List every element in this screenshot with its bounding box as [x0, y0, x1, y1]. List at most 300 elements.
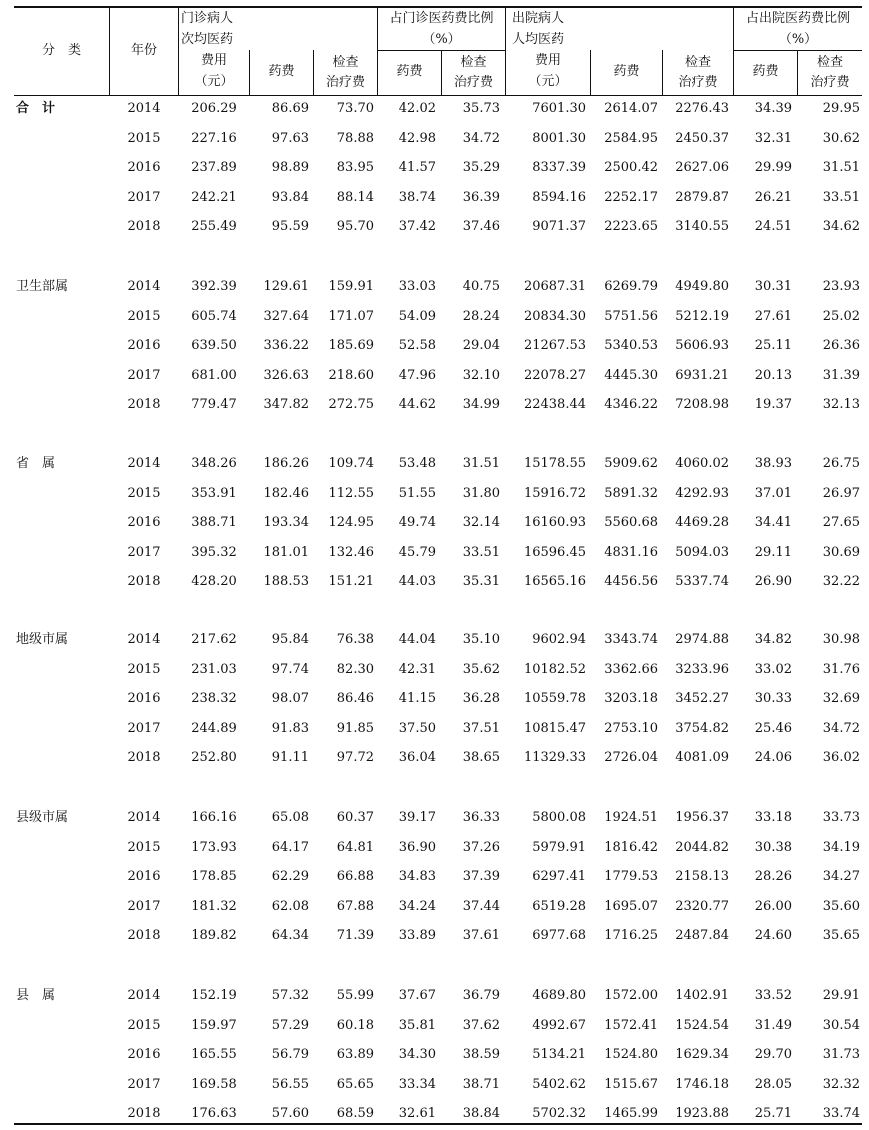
inpatient-exam-header-line1: 检查 [684, 55, 711, 70]
cell-inpatient-drug: 3362.66 [604, 661, 658, 677]
cell-inpatient-cost: 7601.30 [532, 101, 586, 116]
cell-inpatient-exam-ratio: 35.60 [822, 898, 860, 914]
cell-inpatient-exam-ratio: 29.95 [822, 101, 860, 116]
cell-outpatient-exam: 171.07 [328, 308, 374, 324]
cell-inpatient-drug: 2500.42 [604, 160, 658, 175]
cell-outpatient-drug: 91.83 [271, 720, 309, 736]
cell-outpatient-exam-ratio: 37.46 [462, 219, 500, 234]
cell-inpatient-drug: 1924.51 [604, 810, 658, 825]
cell-inpatient-exam: 1524.54 [675, 1017, 729, 1033]
group-label: 地级市属 [16, 632, 69, 647]
cell-outpatient-exam: 60.37 [336, 810, 374, 825]
cell-outpatient-exam: 63.89 [336, 1047, 374, 1062]
outpatient-cost-header-line2: 次均医药 [181, 32, 234, 47]
cell-outpatient-drug-ratio: 53.48 [398, 456, 436, 471]
cell-outpatient-exam-ratio: 33.51 [462, 544, 500, 560]
cell-year: 2017 [127, 720, 161, 736]
cell-outpatient-cost: 152.19 [191, 988, 237, 1003]
cell-outpatient-cost: 348.26 [191, 456, 237, 471]
cell-inpatient-drug: 3343.74 [604, 632, 658, 647]
cell-year: 2018 [127, 1106, 161, 1121]
cell-inpatient-exam: 2627.06 [675, 160, 729, 175]
cell-outpatient-exam: 218.60 [328, 367, 374, 383]
cell-outpatient-drug-ratio: 34.30 [398, 1047, 436, 1062]
cell-inpatient-cost: 6977.68 [532, 928, 586, 943]
cell-inpatient-exam: 1402.91 [675, 988, 729, 1003]
cell-inpatient-drug-ratio: 34.82 [754, 632, 792, 647]
cell-inpatient-cost: 10559.78 [523, 691, 586, 706]
cell-year: 2015 [127, 839, 161, 855]
cell-inpatient-cost: 5979.91 [532, 839, 586, 855]
cell-inpatient-drug-ratio: 29.11 [754, 544, 792, 560]
cell-outpatient-drug-ratio: 54.09 [398, 308, 436, 324]
cell-outpatient-exam-ratio: 31.80 [462, 485, 500, 501]
cell-outpatient-cost: 178.85 [191, 869, 237, 884]
cell-inpatient-cost: 16160.93 [523, 515, 586, 530]
cell-outpatient-drug-ratio: 44.62 [398, 397, 436, 412]
cell-year: 2017 [127, 544, 161, 560]
inpatient-ratio-exam-header-line2: 治疗费 [810, 75, 850, 90]
cell-year: 2015 [127, 485, 161, 501]
cell-inpatient-exam-ratio: 34.19 [822, 839, 860, 855]
cell-outpatient-drug-ratio: 39.17 [398, 810, 436, 825]
cell-inpatient-exam-ratio: 29.91 [822, 988, 860, 1003]
cell-inpatient-cost: 4992.67 [532, 1017, 586, 1033]
cell-inpatient-drug: 2252.17 [604, 189, 658, 205]
cell-inpatient-exam-ratio: 36.02 [822, 750, 860, 765]
cell-inpatient-exam-ratio: 32.22 [822, 574, 860, 589]
cell-outpatient-exam: 68.59 [336, 1106, 374, 1121]
outpatient-cost-header-line3: 费用 [200, 53, 227, 68]
cell-outpatient-exam: 185.69 [328, 338, 374, 353]
cell-inpatient-exam: 4469.28 [675, 515, 729, 530]
group-label: 县 属 [16, 988, 56, 1003]
outpatient-ratio-header-line1: 占门诊医药费比例 [389, 11, 494, 26]
cell-inpatient-cost: 20834.30 [523, 308, 586, 324]
cell-inpatient-drug: 4445.30 [604, 367, 658, 383]
cell-outpatient-cost: 244.89 [191, 720, 237, 736]
cell-outpatient-exam-ratio: 32.10 [462, 367, 500, 383]
cell-inpatient-exam-ratio: 34.72 [822, 720, 860, 736]
cell-year: 2016 [127, 338, 161, 353]
cell-inpatient-exam-ratio: 33.73 [822, 810, 860, 825]
cell-inpatient-exam: 3233.96 [675, 661, 729, 677]
cell-year: 2015 [127, 130, 161, 146]
cell-outpatient-drug: 347.82 [263, 397, 309, 412]
cell-outpatient-drug: 64.17 [271, 839, 309, 855]
cell-inpatient-drug-ratio: 24.60 [754, 928, 792, 943]
cell-inpatient-drug-ratio: 26.90 [754, 574, 792, 589]
cell-inpatient-exam-ratio: 27.65 [822, 515, 860, 530]
cell-inpatient-drug: 5340.53 [604, 338, 658, 353]
cell-outpatient-exam-ratio: 34.72 [462, 130, 500, 146]
outpatient-exam-header-line2: 治疗费 [325, 75, 365, 90]
cell-outpatient-cost: 231.03 [191, 661, 237, 677]
cell-inpatient-cost: 8001.30 [532, 130, 586, 146]
cell-inpatient-cost: 9071.37 [532, 219, 586, 234]
cell-outpatient-exam: 151.21 [328, 574, 374, 589]
cell-inpatient-drug-ratio: 33.52 [754, 988, 792, 1003]
cell-outpatient-exam-ratio: 35.73 [462, 101, 500, 116]
cell-outpatient-exam-ratio: 38.59 [462, 1047, 500, 1062]
cell-outpatient-cost: 173.93 [191, 839, 237, 855]
cell-inpatient-cost: 11329.33 [523, 750, 586, 765]
cell-outpatient-cost: 779.47 [191, 397, 237, 412]
cell-inpatient-drug: 2753.10 [604, 720, 658, 736]
cell-outpatient-drug: 65.08 [271, 810, 309, 825]
cell-outpatient-exam-ratio: 32.14 [462, 515, 500, 530]
cell-inpatient-drug: 6269.79 [604, 279, 658, 294]
cell-inpatient-drug-ratio: 26.21 [754, 189, 792, 205]
cell-outpatient-drug: 193.34 [263, 515, 309, 530]
cell-inpatient-cost: 15916.72 [523, 485, 586, 501]
cell-year: 2016 [127, 1047, 161, 1062]
cell-inpatient-drug-ratio: 30.38 [754, 839, 792, 855]
cell-inpatient-exam: 6931.21 [675, 367, 729, 383]
cell-inpatient-drug-ratio: 34.39 [754, 101, 792, 116]
cell-outpatient-exam-ratio: 38.71 [462, 1076, 500, 1092]
cell-inpatient-drug-ratio: 34.41 [754, 515, 792, 530]
cell-outpatient-drug-ratio: 42.98 [398, 130, 436, 146]
cell-outpatient-exam-ratio: 35.31 [462, 574, 500, 589]
cell-outpatient-drug: 57.32 [271, 988, 309, 1003]
cell-inpatient-drug-ratio: 28.05 [754, 1076, 792, 1092]
cell-inpatient-cost: 10182.52 [523, 661, 586, 677]
cell-inpatient-exam: 2450.37 [675, 130, 729, 146]
cell-outpatient-exam: 65.65 [336, 1076, 374, 1092]
outpatient-exam-header-line1: 检查 [332, 55, 359, 70]
group-label: 县级市属 [16, 810, 69, 825]
cell-outpatient-drug-ratio: 44.03 [398, 574, 436, 589]
inpatient-exam-header-line2: 治疗费 [678, 75, 718, 90]
cell-inpatient-exam: 5337.74 [675, 574, 729, 589]
cell-outpatient-drug-ratio: 37.42 [398, 219, 436, 234]
inpatient-ratio-header-line1: 占出院医药费比例 [745, 11, 850, 26]
cell-inpatient-cost: 10815.47 [523, 720, 586, 736]
outpatient-ratio-drug-header: 药费 [396, 64, 423, 79]
cell-inpatient-cost: 21267.53 [523, 338, 586, 353]
cell-inpatient-exam: 2487.84 [675, 928, 729, 943]
cell-year: 2016 [127, 691, 161, 706]
cell-inpatient-exam: 2320.77 [675, 898, 729, 914]
cell-inpatient-drug-ratio: 27.61 [754, 308, 792, 324]
inpatient-drug-header: 药费 [613, 64, 640, 79]
cell-outpatient-exam-ratio: 37.62 [462, 1017, 500, 1033]
cell-outpatient-drug-ratio: 38.74 [398, 189, 436, 205]
cell-outpatient-exam-ratio: 35.10 [462, 632, 500, 647]
cell-inpatient-cost: 6297.41 [532, 869, 586, 884]
cell-outpatient-exam-ratio: 38.84 [462, 1106, 500, 1121]
cell-inpatient-cost: 5134.21 [532, 1047, 586, 1062]
cell-inpatient-cost: 6519.28 [532, 898, 586, 914]
cell-outpatient-cost: 252.80 [191, 750, 237, 765]
cell-outpatient-drug-ratio: 34.24 [398, 898, 436, 914]
cell-inpatient-cost: 8594.16 [532, 189, 586, 205]
cell-outpatient-cost: 159.97 [191, 1017, 237, 1033]
cell-outpatient-cost: 242.21 [191, 189, 237, 205]
cell-inpatient-drug: 5560.68 [604, 515, 658, 530]
cell-outpatient-cost: 392.39 [191, 279, 237, 294]
cell-outpatient-exam-ratio: 37.61 [462, 928, 500, 943]
cell-outpatient-exam: 60.18 [336, 1017, 374, 1033]
cell-inpatient-exam-ratio: 31.73 [822, 1047, 860, 1062]
year-header: 年份 [130, 43, 157, 58]
cell-outpatient-exam: 76.38 [336, 632, 374, 647]
cell-year: 2015 [127, 661, 161, 677]
cell-outpatient-cost: 353.91 [191, 485, 237, 501]
cell-inpatient-cost: 5702.32 [532, 1106, 586, 1121]
inpatient-ratio-header-line2: （%） [778, 32, 818, 47]
cell-inpatient-exam-ratio: 26.97 [822, 485, 860, 501]
cell-inpatient-exam-ratio: 31.39 [822, 367, 860, 383]
cell-outpatient-exam: 71.39 [336, 928, 374, 943]
cell-inpatient-exam-ratio: 31.76 [822, 661, 860, 677]
cell-inpatient-exam: 1629.34 [675, 1047, 729, 1062]
cell-inpatient-exam: 3140.55 [675, 219, 729, 234]
cell-inpatient-drug-ratio: 20.13 [754, 367, 792, 383]
cell-inpatient-exam-ratio: 30.54 [822, 1017, 860, 1033]
cell-year: 2018 [127, 750, 161, 765]
cell-outpatient-drug-ratio: 32.61 [398, 1106, 436, 1121]
cell-outpatient-drug: 56.55 [271, 1076, 309, 1092]
cell-year: 2017 [127, 189, 161, 205]
group-label: 卫生部属 [16, 279, 69, 294]
cell-inpatient-exam-ratio: 25.02 [822, 308, 860, 324]
cell-inpatient-cost: 4689.80 [532, 988, 586, 1003]
cell-inpatient-drug: 2726.04 [604, 750, 658, 765]
cell-outpatient-exam: 109.74 [328, 456, 374, 471]
cell-inpatient-drug: 5751.56 [604, 308, 658, 324]
cell-inpatient-drug-ratio: 24.51 [754, 219, 792, 234]
cell-outpatient-drug-ratio: 34.83 [398, 869, 436, 884]
cell-inpatient-drug-ratio: 31.49 [754, 1017, 792, 1033]
cell-inpatient-drug-ratio: 29.70 [754, 1047, 792, 1062]
category-header: 分 类 [41, 43, 81, 58]
cell-outpatient-cost: 206.29 [191, 101, 237, 116]
cell-inpatient-exam-ratio: 33.74 [822, 1106, 860, 1121]
cell-inpatient-exam: 1746.18 [675, 1076, 729, 1092]
cell-inpatient-exam: 2158.13 [675, 869, 729, 884]
cell-inpatient-exam-ratio: 23.93 [822, 279, 860, 294]
cell-inpatient-exam: 7208.98 [675, 397, 729, 412]
cell-outpatient-drug-ratio: 42.31 [398, 661, 436, 677]
cell-outpatient-drug: 98.89 [271, 160, 309, 175]
cell-outpatient-drug-ratio: 49.74 [398, 515, 436, 530]
group-label: 合 计 [16, 101, 56, 116]
cell-inpatient-exam: 4949.80 [675, 279, 729, 294]
cell-inpatient-exam: 3452.27 [675, 691, 729, 706]
cell-inpatient-drug: 1572.00 [604, 988, 658, 1003]
cell-inpatient-exam-ratio: 30.69 [822, 544, 860, 560]
cell-outpatient-exam: 64.81 [336, 839, 374, 855]
cell-inpatient-drug: 2584.95 [604, 130, 658, 146]
cell-inpatient-drug: 4456.56 [604, 574, 658, 589]
cell-outpatient-cost: 169.58 [191, 1076, 237, 1092]
cell-inpatient-exam-ratio: 35.65 [822, 928, 860, 943]
cell-year: 2014 [127, 101, 161, 116]
cell-inpatient-exam-ratio: 33.51 [822, 189, 860, 205]
cell-outpatient-exam: 55.99 [336, 988, 374, 1003]
cell-outpatient-exam: 83.95 [336, 160, 374, 175]
cell-inpatient-exam: 2879.87 [675, 189, 729, 205]
cell-outpatient-drug-ratio: 42.02 [398, 101, 436, 116]
cell-outpatient-cost: 181.32 [191, 898, 237, 914]
cell-year: 2015 [127, 308, 161, 324]
inpatient-cost-header-line2: 人均医药 [512, 32, 565, 47]
cell-outpatient-drug-ratio: 36.90 [398, 839, 436, 855]
cell-outpatient-drug-ratio: 37.67 [398, 988, 436, 1003]
cell-outpatient-drug: 91.11 [271, 750, 309, 765]
cell-inpatient-drug-ratio: 24.06 [754, 750, 792, 765]
cell-outpatient-exam: 82.30 [336, 661, 374, 677]
cell-inpatient-drug: 1515.67 [604, 1076, 658, 1092]
cell-outpatient-drug: 93.84 [271, 189, 309, 205]
outpatient-ratio-exam-header-line2: 治疗费 [453, 75, 493, 90]
cell-outpatient-exam-ratio: 36.79 [462, 988, 500, 1003]
cell-year: 2017 [127, 1076, 161, 1092]
cell-outpatient-cost: 238.32 [191, 691, 237, 706]
cell-inpatient-drug: 1572.41 [604, 1017, 658, 1033]
inpatient-cost-header-line3: 费用 [534, 53, 561, 68]
cell-outpatient-exam: 132.46 [328, 544, 374, 560]
cell-inpatient-exam: 1923.88 [675, 1106, 729, 1121]
cell-inpatient-exam: 5212.19 [675, 308, 729, 324]
table-bottom-rule [14, 1123, 862, 1125]
cell-outpatient-exam-ratio: 40.75 [462, 279, 500, 294]
cell-inpatient-drug: 1716.25 [604, 928, 658, 943]
cell-inpatient-exam-ratio: 30.98 [822, 632, 860, 647]
cell-outpatient-exam-ratio: 37.51 [462, 720, 500, 736]
cell-outpatient-cost: 165.55 [191, 1047, 237, 1062]
cell-outpatient-exam-ratio: 34.99 [462, 397, 500, 412]
table-top-rule [14, 6, 862, 8]
cell-outpatient-cost: 166.16 [191, 810, 237, 825]
cell-outpatient-drug-ratio: 47.96 [398, 367, 436, 383]
cell-inpatient-exam: 4292.93 [675, 485, 729, 501]
cell-year: 2017 [127, 898, 161, 914]
cell-inpatient-drug-ratio: 37.01 [754, 485, 792, 501]
inpatient-ratio-exam-header-line1: 检查 [816, 55, 843, 70]
cell-inpatient-exam-ratio: 31.51 [822, 160, 860, 175]
cell-outpatient-cost: 189.82 [191, 928, 237, 943]
cell-inpatient-drug: 2223.65 [604, 219, 658, 234]
cell-outpatient-exam-ratio: 37.44 [462, 898, 500, 914]
cell-outpatient-cost: 255.49 [191, 219, 237, 234]
cell-outpatient-drug-ratio: 33.89 [398, 928, 436, 943]
cell-outpatient-drug: 56.79 [271, 1047, 309, 1062]
inpatient-cost-header-line1: 出院病人 [512, 11, 565, 26]
cell-outpatient-drug: 95.84 [271, 632, 309, 647]
cell-outpatient-drug: 188.53 [263, 574, 309, 589]
outpatient-cost-header-line4: （元） [194, 74, 234, 89]
cell-year: 2016 [127, 869, 161, 884]
cell-outpatient-drug-ratio: 45.79 [398, 544, 436, 560]
cell-outpatient-cost: 237.89 [191, 160, 237, 175]
cell-outpatient-exam: 124.95 [328, 515, 374, 530]
cell-outpatient-exam-ratio: 36.33 [462, 810, 500, 825]
cell-inpatient-exam-ratio: 34.27 [822, 869, 860, 884]
outpatient-ratio-exam-header-line1: 检查 [460, 55, 487, 70]
cell-outpatient-cost: 217.62 [191, 632, 237, 647]
cell-inpatient-cost: 16596.45 [523, 544, 586, 560]
cell-outpatient-exam-ratio: 35.62 [462, 661, 500, 677]
cell-inpatient-drug-ratio: 25.71 [754, 1106, 792, 1121]
cell-outpatient-exam: 91.85 [336, 720, 374, 736]
cell-outpatient-exam: 66.88 [336, 869, 374, 884]
cell-outpatient-exam: 67.88 [336, 898, 374, 914]
cell-inpatient-cost: 22438.44 [523, 397, 586, 412]
cell-inpatient-drug: 5909.62 [604, 456, 658, 471]
cell-inpatient-cost: 8337.39 [532, 160, 586, 175]
cell-inpatient-drug-ratio: 25.11 [754, 338, 792, 353]
cell-inpatient-drug: 4346.22 [604, 397, 658, 412]
cell-inpatient-drug-ratio: 25.46 [754, 720, 792, 736]
cell-inpatient-drug-ratio: 30.33 [754, 691, 792, 706]
inpatient-ratio-drug-header: 药费 [752, 64, 779, 79]
cell-outpatient-exam-ratio: 31.51 [462, 456, 500, 471]
cell-outpatient-cost: 388.71 [191, 515, 237, 530]
cell-year: 2014 [127, 632, 161, 647]
cell-inpatient-exam-ratio: 32.13 [822, 397, 860, 412]
cell-outpatient-exam: 97.72 [336, 750, 374, 765]
cell-inpatient-drug: 1695.07 [604, 898, 658, 914]
cell-inpatient-exam: 5094.03 [675, 544, 729, 560]
cell-inpatient-drug: 3203.18 [604, 691, 658, 706]
cell-outpatient-cost: 681.00 [191, 367, 237, 383]
cell-inpatient-drug: 1779.53 [604, 869, 658, 884]
cell-outpatient-cost: 395.32 [191, 544, 237, 560]
header-bottom-rule [14, 95, 862, 96]
cell-outpatient-drug: 62.08 [271, 898, 309, 914]
cell-outpatient-exam: 73.70 [336, 101, 374, 116]
cell-inpatient-drug-ratio: 30.31 [754, 279, 792, 294]
cell-year: 2018 [127, 219, 161, 234]
cell-year: 2018 [127, 397, 161, 412]
cell-outpatient-drug-ratio: 35.81 [398, 1017, 436, 1033]
cell-outpatient-drug-ratio: 37.50 [398, 720, 436, 736]
cell-year: 2014 [127, 988, 161, 1003]
cell-inpatient-cost: 22078.27 [523, 367, 586, 383]
cell-outpatient-drug: 181.01 [263, 544, 309, 560]
cell-outpatient-drug-ratio: 36.04 [398, 750, 436, 765]
cell-outpatient-drug-ratio: 33.34 [398, 1076, 436, 1092]
cell-outpatient-exam: 159.91 [328, 279, 374, 294]
cell-inpatient-drug: 4831.16 [604, 544, 658, 560]
cell-inpatient-drug: 5891.32 [604, 485, 658, 501]
cell-inpatient-exam: 1956.37 [675, 810, 729, 825]
cell-outpatient-drug: 57.60 [271, 1106, 309, 1121]
cell-inpatient-drug: 1524.80 [604, 1047, 658, 1062]
cell-outpatient-exam: 78.88 [336, 130, 374, 146]
cell-inpatient-exam-ratio: 34.62 [822, 219, 860, 234]
cell-year: 2014 [127, 810, 161, 825]
cell-inpatient-cost: 5800.08 [532, 810, 586, 825]
cell-outpatient-drug: 95.59 [271, 219, 309, 234]
cell-outpatient-drug: 327.64 [263, 308, 309, 324]
cell-inpatient-exam-ratio: 30.62 [822, 130, 860, 146]
cell-inpatient-drug-ratio: 19.37 [754, 397, 792, 412]
cell-inpatient-exam: 2044.82 [675, 839, 729, 855]
cell-year: 2018 [127, 928, 161, 943]
cell-outpatient-drug-ratio: 44.04 [398, 632, 436, 647]
cell-inpatient-drug-ratio: 33.02 [754, 661, 792, 677]
group-label: 省 属 [16, 456, 56, 471]
cell-inpatient-exam-ratio: 32.32 [822, 1076, 860, 1092]
cell-inpatient-cost: 16565.16 [523, 574, 586, 589]
cell-outpatient-cost: 605.74 [191, 308, 237, 324]
cell-inpatient-exam-ratio: 26.36 [822, 338, 860, 353]
cell-inpatient-exam-ratio: 26.75 [822, 456, 860, 471]
